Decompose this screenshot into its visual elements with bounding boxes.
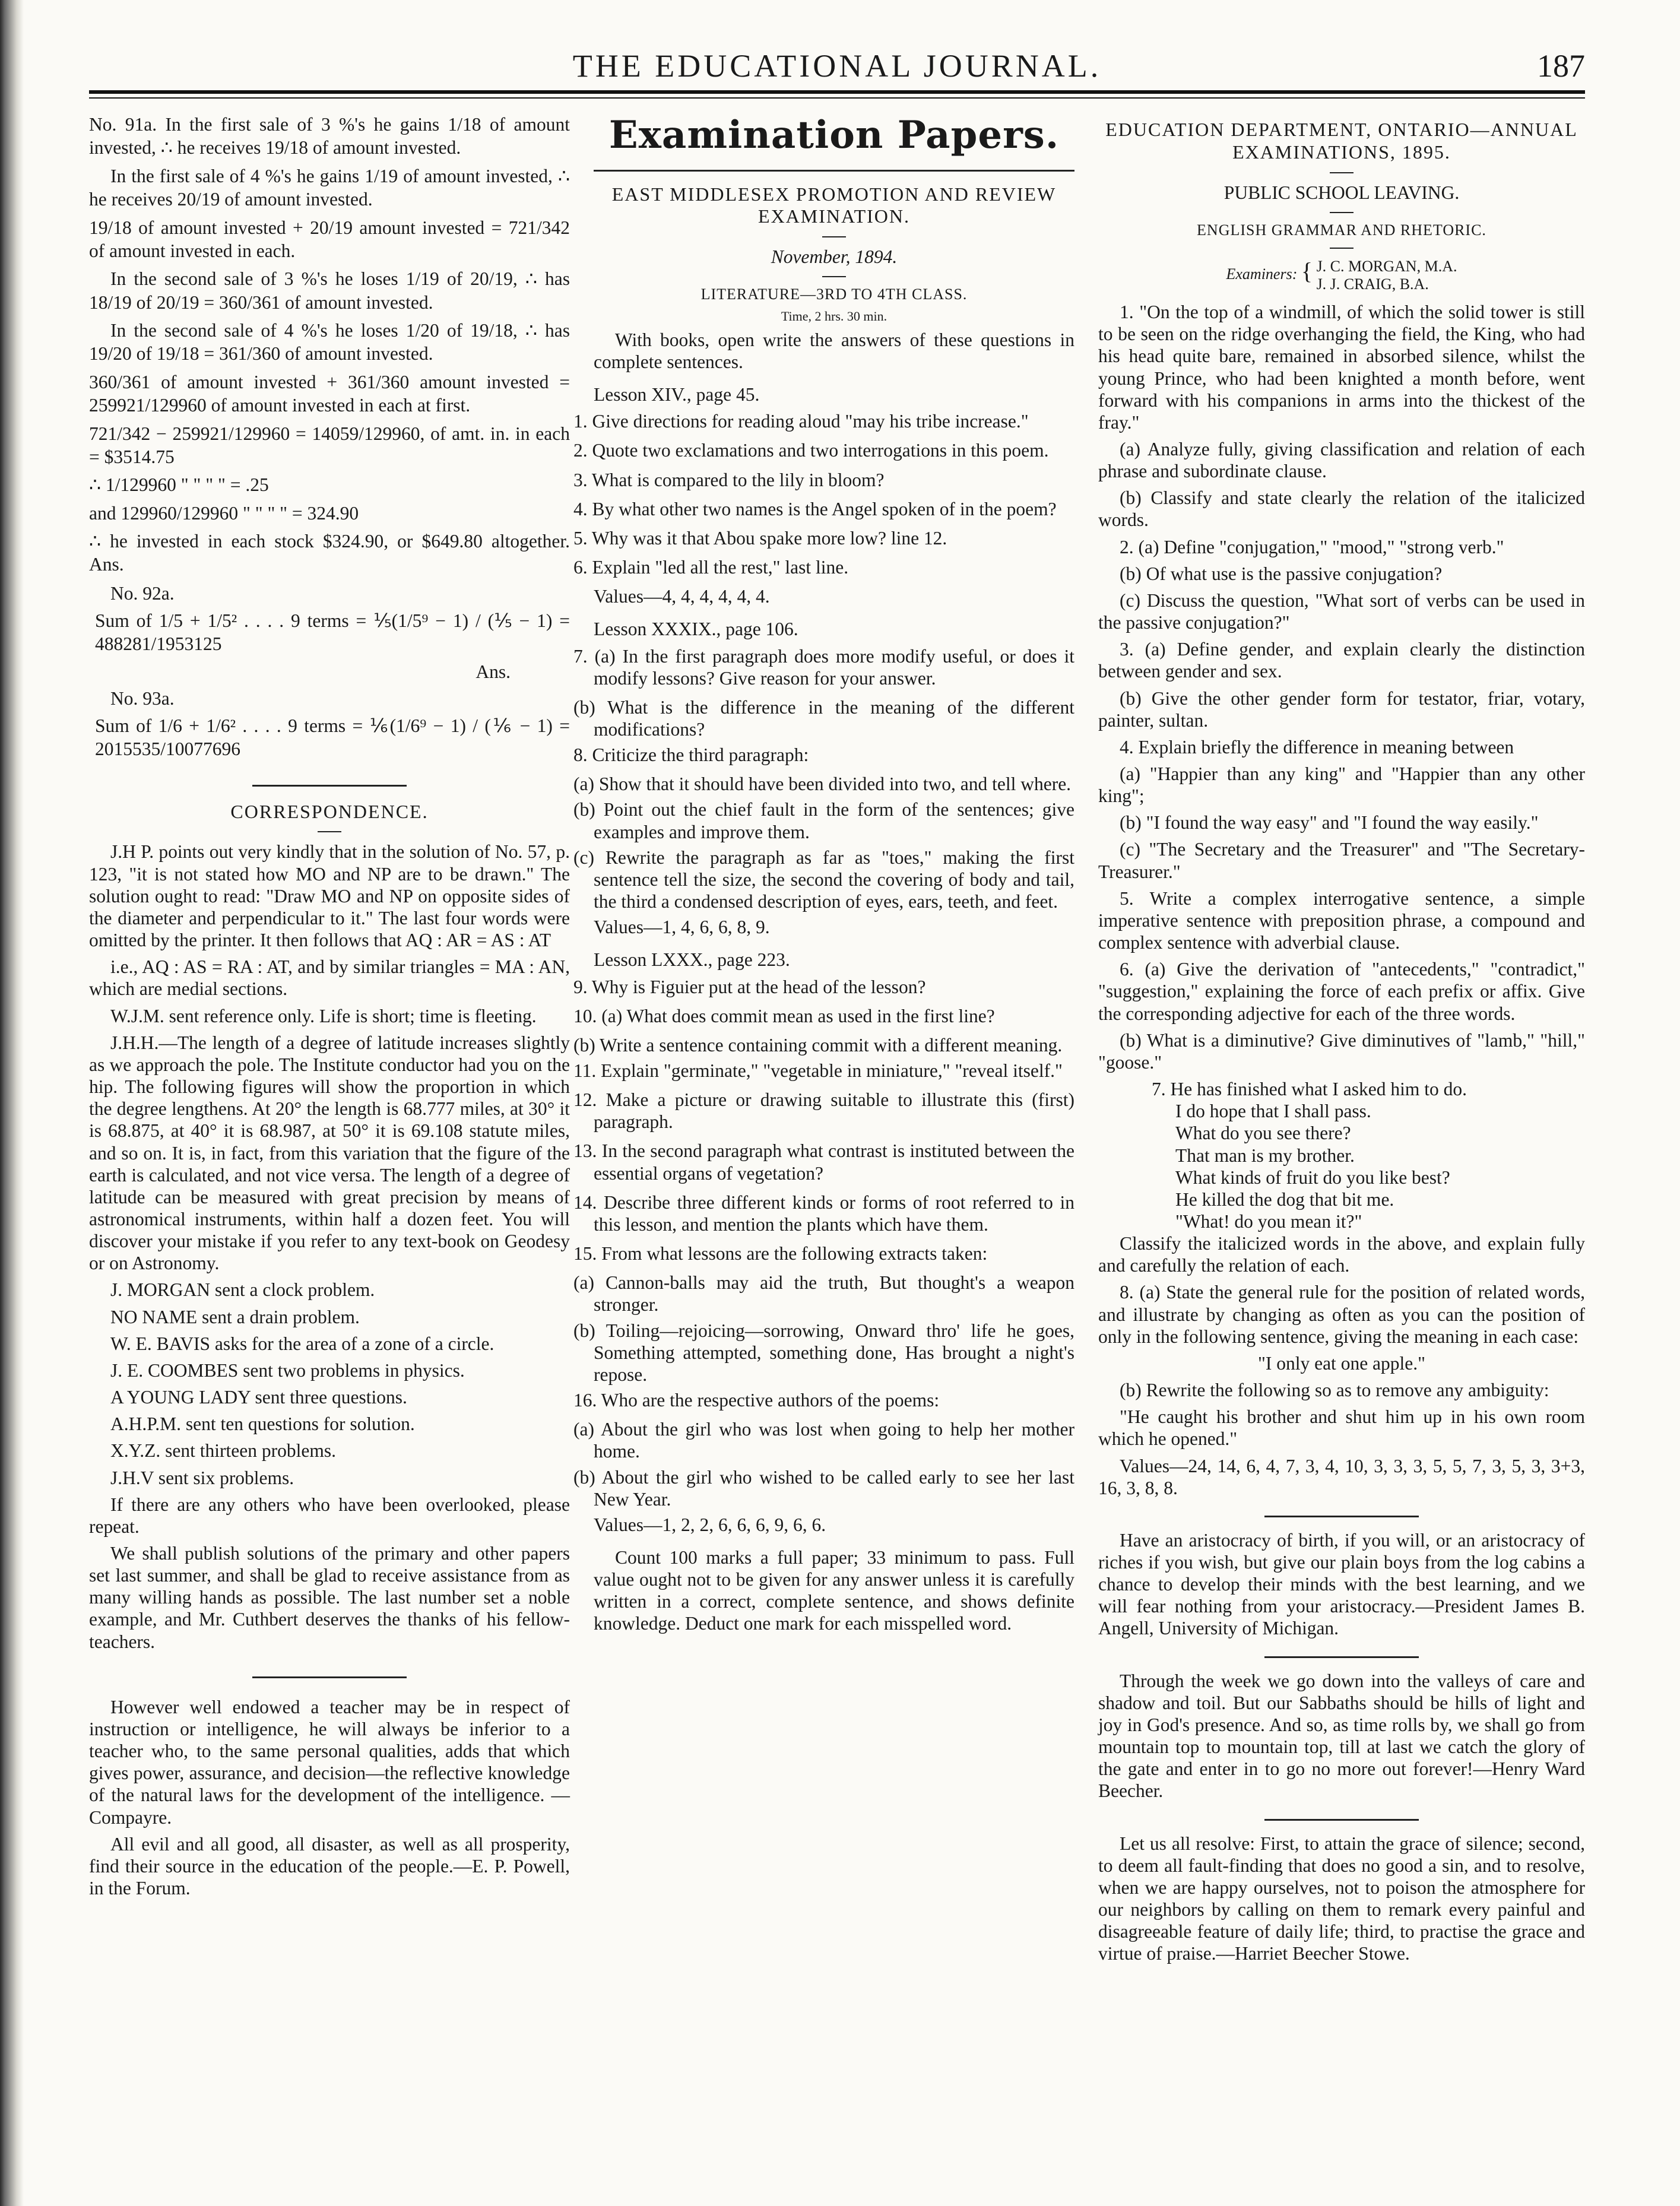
question-part: (a) "Happier than any king" and "Happier than any other king";: [1098, 763, 1585, 807]
question-part: (a) Cannon-balls may aid the truth, But thought's a weapon stronger.: [573, 1272, 1074, 1316]
sentence-line: "What! do you mean it?": [1175, 1210, 1362, 1232]
problem-93-label: No. 93a.: [110, 687, 175, 709]
math-line: In the second sale of 4 %'s he loses 1/20 of 19/18, ∴ has 19/20 of 19/18 = 361/360 of amount invested.: [89, 320, 570, 365]
question-part: (b) "I found the way easy" and "I found the way easily.": [1120, 812, 1539, 833]
header-rule: [89, 90, 1585, 94]
question-part: (b) Point out the chief fault in the form of the sentences; give examples and improve them.: [573, 799, 1074, 842]
examiners-block: Examiners: { J. C. MORGAN, M.A. J. J. CRAIG, B.A.: [1226, 257, 1457, 293]
math-line: and 129960/129960 " " " " = 324.90: [89, 502, 359, 524]
question-part: (b) What is the difference in the meaning of the different modifications?: [573, 696, 1074, 740]
problem-92-answer: Ans.: [476, 661, 511, 682]
header-rule-thin: [89, 97, 1585, 99]
question-part: (b) Give the other gender form for testator, friar, votary, painter, sultan.: [1098, 687, 1585, 731]
quote-stowe: Let us all resolve: First, to attain the grace of silence; second, to deem all fault-finding that does no good a sin, and to resolve, when we are happy ourselves, not to poison the atmosphere for our neighbors by calling on them to remark every painful and disagreeable feature of daily life; third, to practise the grace and virtue of praise.—Harriet Beecher Stowe.: [1098, 1833, 1585, 1964]
question-part: (c) Rewrite the paragraph as far as "toes," making the first sentence tell the size, the second the covering of body and tail, the third a condensed description of eyes, ears, teeth, and feet.: [573, 847, 1074, 912]
question-part: (b) Write a sentence containing commit with a different meaning.: [573, 1034, 1063, 1056]
column-left: [89, 107, 570, 1904]
department-heading: EDUCATION DEPARTMENT, ONTARIO—ANNUAL EXAMINATIONS, 1895.: [1105, 119, 1578, 163]
question: 3. What is compared to the lily in bloom?: [573, 469, 885, 490]
correspondence-item: J.H.H.—The length of a degree of latitude increases slightly as we approach the pole. The Institute conductor had you on the hip. The following figures will show the proportion in which the degree lengthens. At 20° the length is 68.777 miles, at 30° it is 68.875, at 40° it is 68.987, at 50° it is 69.108 statute miles, and so on. It is, in fact, from this variation that the figure of the earth is calculated, and not vice versa. The length of a degree of latitude can be measured with great precision by means of astronomical instruments, within half a dozen feet. You will discover your mistake if you refer to any text-book on Geodesy or on Astronomy.: [89, 1032, 570, 1274]
problem-93-formula: Sum of 1/6 + 1/6² . . . . 9 terms = ⅙(1/6⁹ − 1) / (⅙ − 1) = 2015535/10077696: [95, 715, 570, 760]
heading-dash: [1330, 172, 1353, 173]
problem-91-solution: [89, 113, 570, 576]
sentence-line: He killed the dog that bit me.: [1175, 1188, 1394, 1210]
question: 2. (a) Define "conjugation," "mood," "strong verb.": [1120, 536, 1504, 557]
sentence-line: I do hope that I shall pass.: [1175, 1101, 1371, 1122]
examination-papers-heading: Examination Papers.: [608, 113, 1060, 157]
math-line: 360/361 of amount invested + 361/360 amount invested = 259921/129960 of amount invested in each at first.: [89, 371, 570, 416]
example-sentence: "I only eat one apple.": [1258, 1352, 1425, 1374]
page-number: 187: [1537, 48, 1585, 84]
values-line: Values—24, 14, 6, 4, 7, 3, 4, 10, 3, 3, 3, 5, 5, 7, 3, 5, 3, 3+3, 16, 3, 8, 8.: [1098, 1455, 1585, 1498]
section-divider: [252, 1676, 407, 1678]
column-middle: [573, 107, 1074, 1640]
values-line: Values—1, 2, 2, 6, 6, 6, 9, 6, 6.: [594, 1514, 826, 1535]
heading-dash: [822, 276, 846, 277]
question-part: (b) Of what use is the passive conjugation?: [1120, 563, 1443, 584]
math-line: In the second sale of 3 %'s he loses 1/19 of 20/19, ∴ has 18/19 of 20/19 = 360/361 of amount invested.: [89, 268, 570, 313]
scan-edge-shadow: [0, 0, 24, 2206]
quote-compayre: However well endowed a teacher may be in respect of instruction or intelligence, he will always be inferior to a teacher who, to the same personal qualities, adds that which gives power, assurance, and decision—the reflective knowledge of the natural laws for the development of the intelligence. — Compayre.: [89, 1696, 570, 1828]
sentence-line: What do you see there?: [1175, 1123, 1351, 1144]
question-part: (a) Show that it should have been divided into two, and tell where.: [573, 774, 1072, 795]
correspondence-item: J. E. COOMBES sent two problems in physics.: [110, 1359, 465, 1381]
question-part: (a) Analyze fully, giving classification and relation of each phrase and subordinate clause.: [1098, 438, 1585, 482]
math-line: In the first sale of 4 %'s he gains 1/19 of amount invested, ∴ he receives 20/19 of amount invested.: [89, 165, 570, 210]
question: 8. (a) State the general rule for the position of related words, and illustrate by changing as often as you can the position of only in the following sentence, giving the meaning in each case:: [1098, 1282, 1585, 1347]
question-part: (b) About the girl who wished to be called early to see her last New Year.: [573, 1466, 1074, 1510]
correspondence-item: NO NAME sent a drain problem.: [110, 1306, 360, 1327]
exam-subject: ENGLISH GRAMMAR AND RHETORIC.: [1197, 221, 1486, 239]
exam-instructions: With books, open write the answers of these questions in complete sentences.: [594, 329, 1074, 372]
question: 6. (a) Give the derivation of "antecedents," "contradict," "suggestion," explaining the force of each prefix or affix. Give the corresponding adjective for each of the three words.: [1098, 959, 1585, 1024]
heading-dash: [1330, 212, 1353, 213]
math-line: 19/18 of amount invested + 20/19 amount invested = 721/342 of amount invested in each.: [89, 217, 570, 261]
math-line: 721/342 − 259921/129960 = 14059/129960, of amt. in. in each = $3514.75: [89, 423, 570, 467]
section-divider: [1264, 1819, 1419, 1821]
correspondence-item: J.H P. points out very kindly that in the solution of No. 57, p. 123, "it is not stated how MO and NP are to be drawn." The solution ought to read: "Draw MO and NP on opposite sides of the diameter and perpendicular to it." The last four words were omitted by the printer. It then follows that AQ : AR = AS : AT: [89, 841, 570, 951]
correspondence-item: If there are any others who have been overlooked, please repeat.: [89, 1494, 570, 1537]
question-instruction: Classify the italicized words in the above, and explain fully and carefully the relation of each.: [1098, 1233, 1585, 1276]
question: 8. Criticize the third paragraph:: [573, 744, 809, 766]
question-part: (c) Discuss the question, "What sort of verbs can be used in the passive conjugation?": [1098, 589, 1585, 633]
quote-powell: All evil and all good, all disaster, as well as all prosperity, find their source in the education of the people.—E. P. Powell, in the Forum.: [89, 1833, 570, 1899]
marking-instructions: Count 100 marks a full paper; 33 minimum to pass. Full value ought not to be given for any answer unless it is carefully written in a correct, complete sentence, and shows definite knowledge. Deduct one mark for each misspelled word.: [594, 1546, 1074, 1634]
heading-dash: [1330, 248, 1353, 249]
math-line: ∴ 1/129960 " " " " = .25: [89, 474, 269, 496]
quote-angell: Have an aristocracy of birth, if you will, or an aristocracy of riches if you wish, but give our plain boys from the log cabins a chance to develop their minds with the best learning, and we will fear nothing from your aristocracy.—President James B. Angell, University of Michigan.: [1098, 1529, 1585, 1639]
lesson-heading: Lesson XIV., page 45.: [594, 384, 760, 405]
question-part: (b) Toiling—rejoicing—sorrowing, Onward thro' life he goes, Something attempted, something done, Has brought a night's repose.: [573, 1320, 1074, 1385]
exam-level: PUBLIC SCHOOL LEAVING.: [1223, 182, 1460, 203]
sentence-line: What kinds of fruit do you like best?: [1175, 1167, 1450, 1188]
correspondence-heading: CORRESPONDENCE.: [230, 800, 429, 822]
question: 14. Describe three different kinds or forms of root referred to in this lesson, and mention the plants which have them.: [573, 1191, 1074, 1235]
correspondence-item: X.Y.Z. sent thirteen problems.: [110, 1440, 336, 1462]
question: 9. Why is Figuier put at the head of the lesson?: [573, 976, 926, 997]
quote-beecher: Through the week we go down into the valleys of care and shadow and toil. But our Sabbaths should be hills of light and joy in God's presence. And so, as time rolls by, we shall go from mountain top to mountain top, till at last we catch the glory of the gate and enter in to go no more out forever!—Henry Ward Beecher.: [1098, 1670, 1585, 1802]
section-divider: [252, 785, 407, 787]
question: 7. (a) In the first paragraph does more modify useful, or does it modify lessons? Give reason for your answer.: [573, 645, 1074, 689]
question: 15. From what lessons are the following extracts taken:: [573, 1243, 988, 1264]
heading-dash: [318, 831, 341, 832]
sentence-line: 7. He has finished what I asked him to do.: [1152, 1079, 1467, 1100]
column-right: [1098, 107, 1585, 1970]
exam-time: Time, 2 hrs. 30 min.: [781, 308, 887, 324]
question: 3. (a) Define gender, and explain clearly the distinction between gender and sex.: [1098, 639, 1585, 682]
question-part: (b) What is a diminutive? Give diminutives of "lamb," "hill," "goose.": [1098, 1029, 1585, 1073]
journal-title: THE EDUCATIONAL JOURNAL.: [572, 48, 1102, 84]
correspondence-item: A.H.P.M. sent ten questions for solution.: [110, 1413, 415, 1435]
correspondence-item: W.J.M. sent reference only. Life is short; time is fleeting.: [110, 1005, 537, 1026]
examiner-name: J. C. MORGAN, M.A.: [1316, 257, 1457, 275]
question: 12. Make a picture or drawing suitable to illustrate this (first) paragraph.: [573, 1089, 1074, 1133]
correspondence-item: W. E. BAVIS asks for the area of a zone of a circle.: [110, 1333, 495, 1354]
section-divider: [1264, 1656, 1419, 1658]
correspondence-item: J. MORGAN sent a clock problem.: [110, 1279, 375, 1301]
exam-date: November, 1894.: [771, 246, 898, 268]
lesson-heading: Lesson XXXIX., page 106.: [594, 619, 798, 640]
question: 4. By what other two names is the Angel spoken of in the poem?: [573, 498, 1057, 519]
heading-rule: [594, 170, 1074, 172]
sentence-line: That man is my brother.: [1175, 1145, 1355, 1166]
question-part: (a) About the girl who was lost when going to help her mother home.: [573, 1419, 1074, 1462]
question: 1. Give directions for reading aloud "may his tribe increase.": [573, 411, 1029, 432]
question: 5. Why was it that Abou spake more low? line 12.: [573, 527, 947, 549]
lesson-heading: Lesson LXXX., page 223.: [594, 949, 790, 971]
exam-title: EAST MIDDLESEX PROMOTION AND REVIEW EXAMINATION.: [611, 183, 1057, 227]
question: 6. Explain "led all the rest," last line.: [573, 557, 849, 578]
correspondence-item: i.e., AQ : AS = RA : AT, and by similar triangles = MA : AN, which are medial sections.: [89, 956, 570, 1000]
question: 10. (a) What does commit mean as used in the first line?: [573, 1005, 995, 1026]
problem-92-formula: Sum of 1/5 + 1/5² . . . . 9 terms = ⅕(1/5⁹ − 1) / (⅕ − 1) = 488281/1953125: [95, 610, 570, 655]
math-line: ∴ he invested in each stock $324.90, or $649.80 altogether. Ans.: [89, 531, 570, 575]
correspondence-item: A YOUNG LADY sent three questions.: [110, 1387, 407, 1408]
correspondence-item: J.H.V sent six problems.: [110, 1467, 294, 1488]
problem-92-label: No. 92a.: [110, 582, 175, 604]
question-part: (b) Classify and state clearly the relation of the italicized words.: [1098, 487, 1585, 531]
examiners-label: Examiners:: [1226, 265, 1298, 283]
question: 11. Explain "germinate," "vegetable in miniature," "reveal itself.": [573, 1060, 1063, 1082]
correspondence-item: We shall publish solutions of the primary and other papers set last summer, and shall be glad to receive assistance from as many willing hands as possible. The last number set a noble example, and Mr. Cuthbert deserves the thanks of his fellow-teachers.: [89, 1543, 570, 1652]
question: 2. Quote two exclamations and two interrogations in this poem.: [573, 440, 1049, 461]
question: 13. In the second paragraph what contrast is instituted between the essential organs of vegetation?: [573, 1140, 1074, 1184]
question-7-sentences: [1152, 1078, 1585, 1232]
values-line: Values—1, 4, 6, 6, 8, 9.: [594, 917, 770, 938]
values-line: Values—4, 4, 4, 4, 4, 4.: [594, 586, 770, 607]
question: 5. Write a complex interrogative sentence, a simple imperative sentence with preposition phrase, a compound and complex sentence with adverbial clause.: [1098, 888, 1585, 953]
question-part: (c) "The Secretary and the Treasurer" and "The Secretary-Treasurer.": [1098, 839, 1585, 882]
exam-subject: LITERATURE—3RD TO 4TH CLASS.: [700, 286, 968, 303]
heading-dash: [822, 236, 846, 237]
question: 1. "On the top of a windmill, of which the solid tower is still to be seen on the ridge overhanging the field, the King, who had his head quite bare, remained in absorbed silence, whilst the young Prince, who had been knighted a month before, went forward with his companions in arms into the thickest of the fray.": [1098, 302, 1585, 433]
example-sentence: "He caught his brother and shut him up in his own room which he opened.": [1098, 1406, 1585, 1450]
question: 4. Explain briefly the difference in meaning between: [1120, 736, 1514, 757]
examiner-name: J. J. CRAIG, B.A.: [1316, 275, 1429, 293]
question: 16. Who are the respective authors of the poems:: [573, 1390, 940, 1411]
section-divider: [1264, 1516, 1419, 1517]
math-line: No. 91a. In the first sale of 3 %'s he gains 1/18 of amount invested, ∴ he receives 19/18 of amount invested.: [89, 114, 570, 159]
question-part: (b) Rewrite the following so as to remove any ambiguity:: [1120, 1380, 1549, 1401]
page-header: [89, 42, 1585, 95]
